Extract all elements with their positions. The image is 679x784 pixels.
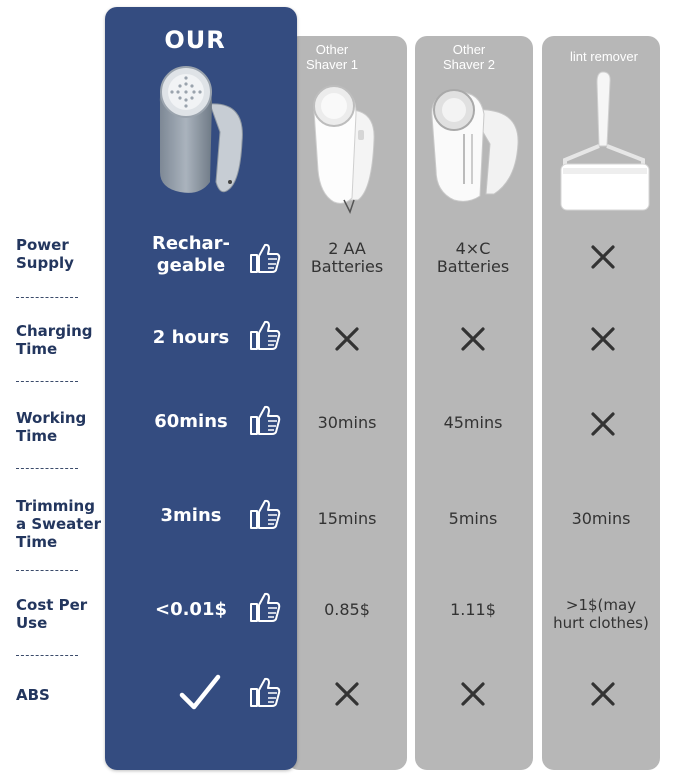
shaver1-image [300,80,392,215]
x-icon [334,681,360,707]
shaver1-working-time: 30mins [317,413,377,432]
x-icon [460,326,486,352]
row-separator [16,468,78,469]
x-icon [590,681,616,707]
thumbs-up-icon [248,675,282,709]
thumbs-up-icon [248,497,282,531]
thumbs-up-icon [248,241,282,275]
our-power-supply: Rechar- geable [151,233,231,276]
our-title: OUR [164,26,226,54]
our-shaver-image [150,62,250,202]
row-label-abs: ABS [16,686,50,704]
shaver1-trimming-time: 15mins [317,509,377,528]
x-icon [460,681,486,707]
row-label-cost-per-use: Cost Per Use [16,596,88,632]
row-label-power-supply: Power Supply [16,236,74,272]
lint-cost-per-use: >1$(may hurt clothes) [553,596,649,632]
our-trimming-time: 3mins [160,505,222,526]
shaver2-image [424,84,524,209]
check-icon [178,673,222,713]
shaver1-power-supply: 2 AA Batteries [310,239,384,276]
row-separator [16,570,78,571]
header-shaver2: Other Shaver 2 [442,42,496,72]
shaver2-cost-per-use: 1.11$ [450,600,496,619]
row-label-charging-time: Charging Time [16,322,93,358]
lint-remover-image [555,68,655,213]
thumbs-up-icon [248,590,282,624]
lint-trimming-time: 30mins [571,509,631,528]
our-working-time: 60mins [154,411,228,432]
shaver2-power-supply: 4×C Batteries [436,239,510,276]
header-lint-remover: lint remover [570,49,638,64]
x-icon [590,244,616,270]
our-charging-time: 2 hours [152,327,230,348]
row-separator [16,297,78,298]
x-icon [334,326,360,352]
row-label-trimming-time: Trimming a Sweater Time [16,497,102,551]
row-separator [16,655,78,656]
row-label-working-time: Working Time [16,409,87,445]
shaver1-cost-per-use: 0.85$ [324,600,370,619]
x-icon [590,411,616,437]
shaver2-trimming-time: 5mins [448,509,498,528]
x-icon [590,326,616,352]
row-separator [16,381,78,382]
shaver2-working-time: 45mins [443,413,503,432]
thumbs-up-icon [248,403,282,437]
thumbs-up-icon [248,318,282,352]
header-shaver1: Other Shaver 1 [305,42,359,72]
our-cost-per-use: <0.01$ [154,599,228,620]
